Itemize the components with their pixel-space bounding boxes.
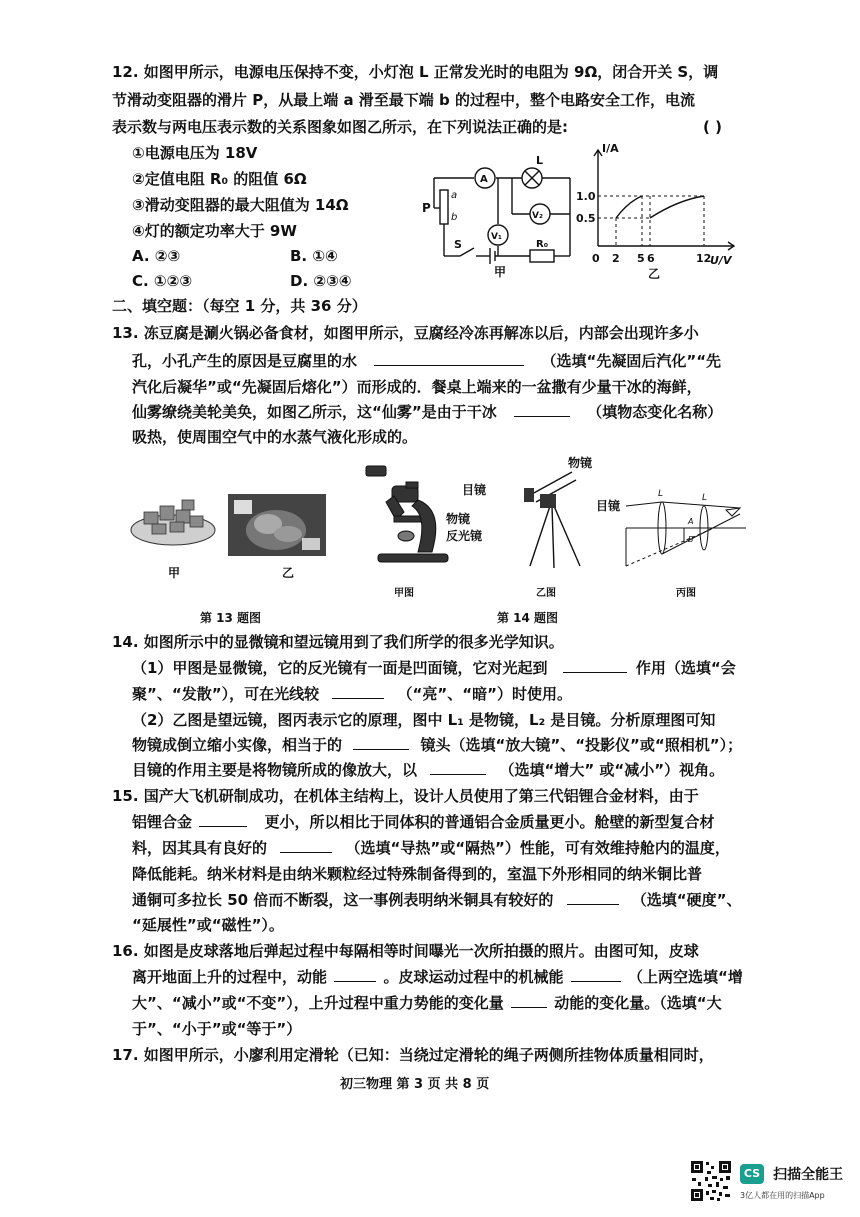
graph-tick-5: 5 [637,252,645,265]
frozen-tofu-photo [130,490,216,550]
q12-choice-b: B. ①④ [290,247,338,265]
fig14-caption-jia: 甲图 [394,588,414,599]
telescope-eyepiece-label: 目镜 [596,499,621,513]
q13-blank-1[interactable] [374,351,524,366]
q12-option-3: ③滑动变阻器的最大阻值为 14Ω [132,196,349,214]
lamp-label: L [536,154,544,167]
circuit-diagram [412,150,584,280]
q14-line5-text-a: 物镜成倒立缩小实像，相当于的 [132,736,343,754]
microscope-objective-label: 物镜 [446,512,471,526]
q14-line3-text-a: 聚”、“发散”），可在光线较 [132,685,320,703]
svg-text:B: B [688,535,694,544]
q15-blank-2[interactable] [280,838,332,853]
q13-line1: 13. 冻豆腐是涮火锅必备食材，如图甲所示，豆腐经冷冻再解冻以后，内部会出现许多小 [112,324,699,342]
q16-line3 [132,993,722,1013]
fig13-caption-yi: 乙 [282,566,295,580]
page-footer: 初三物理 第 3 页 共 8 页 [340,1077,490,1092]
section-2-heading: 二、填空题：（每空 1 分，共 36 分） [112,297,367,315]
q14-line6-text-a: 目镜的作用主要是将物镜所成的像放大，以 [132,761,418,779]
q12-choice-d: D. ②③④ [290,272,352,290]
ammeter-label: A [480,174,488,185]
graph-tick-1-0: 1.0 [576,190,596,203]
q14-line2-text-b: 作用（选填“会 [635,659,736,677]
q13-line2-text-b: （选填“先凝固后汽化”“先 [541,352,722,370]
q14-blank-2[interactable] [332,684,384,699]
graph-tick-6: 6 [647,252,655,265]
q16-line2 [132,967,743,987]
graph-tick-0: 0 [592,252,600,265]
q12-option-2: ②定值电阻 R₀ 的阻值 6Ω [132,170,307,188]
q15-line2-text-a: 铝锂合金 [132,813,193,831]
q12-line3: 表示数与两电压表示数的关系图象如图乙所示，在下列说法正确的是: [112,118,569,136]
q14-line1: 14. 如图所示中的显微镜和望远镜用到了我们所学的很多光学知识。 [112,633,564,651]
graph-caption: 乙 [648,267,661,281]
q15-line2 [132,812,715,832]
q15-line3-text-b: （选填“导热”或“隔热”）性能，可有效维持舱内的温度， [345,839,730,857]
qr-code-icon [690,1160,732,1202]
q15-line4: 降低能耗。纳米材料是由纳米颗粒经过特殊制备得到的，室温下外形相同的纳米铜比普 [132,865,703,883]
voltmeter2-label: V₂ [532,211,543,221]
switch-label: S [454,238,462,251]
dry-ice-seafood-photo [228,494,326,556]
fig13-caption-jia: 甲 [168,566,181,580]
telescope-figure [510,454,602,574]
q14-blank-3[interactable] [353,735,409,750]
svg-text:L: L [702,493,708,503]
q14-blank-4[interactable] [430,760,486,775]
q16-blank-2[interactable] [571,967,621,982]
q14-line6-text-b: （选填“增大” 或“减小”）视角。 [499,761,725,779]
q15-line5 [132,890,742,910]
graph-tick-12: 12 [696,252,712,265]
q16-line1: 16. 如图是皮球落地后弹起过程中每隔相等时间曝光一次所拍摄的照片。由图可知，皮球 [112,942,699,960]
telescope-principle-diagram [622,480,750,570]
q12-choice-c: C. ①②③ [132,272,193,290]
q13-blank-2[interactable] [514,402,570,417]
q12-line1: 12. 如图甲所示，电源电压保持不变，小灯泡 L 正常发光时的电阻为 9Ω，闭合开关 S，调 [112,63,719,81]
q14-line6 [132,760,724,780]
q14-line2 [132,658,736,678]
q16-line2-text-b: 。皮球运动过程中的机械能 [383,968,564,986]
q17-line1: 17. 如图甲所示，小廖利用定滑轮（已知：当绕过定滑轮的绳子两侧所挂物体质量相同时， [112,1046,714,1064]
q12-option-4: ④灯的额定功率大于 9W [132,222,297,240]
q15-line5-text-a: 通铜可多拉长 50 倍而不断裂，这一事例表明纳米铜具有较好的 [132,891,554,909]
q13-line3: 汽化后凝华”或“先凝固后熔化”）而形成的．餐桌上端来的一盆撒有少量干冰的海鲜， [132,378,702,396]
fig14-caption: 第 14 题图 [497,611,559,625]
q15-line1: 15. 国产大飞机研制成功，在机体主结构上，设计人员使用了第三代铝锂合金材料，由于 [112,787,699,805]
graph-tick-2: 2 [612,252,620,265]
q16-blank-3[interactable] [511,993,547,1008]
q13-line4 [132,402,722,422]
q13-line4-text-a: 仙雾缭绕美轮美奂，如图乙所示，这“仙雾”是由于干冰 [132,403,497,421]
q12-answer-paren: ( ) [703,118,722,136]
scanner-logo: CS [740,1164,764,1184]
graph-tick-0-5: 0.5 [576,212,596,225]
fig14-caption-bing: 丙图 [676,588,696,599]
q16-line3-text-a: 大”、“减小”或“不变”），上升过程中重力势能的变化量 [132,994,504,1012]
q14-line2-text-a: （1）甲图是显微镜，它的反光镜有一面是凹面镜，它对光起到 [132,659,548,677]
graph-xlabel: U/V [710,254,732,267]
graph-ylabel: I/A [602,142,619,155]
q15-line6: “延展性”或“磁性”）。 [132,916,284,934]
q14-line4: （2）乙图是望远镜，图丙表示它的原理，图中 L₁ 是物镜，L₂ 是目镜。分析原理图可知 [132,711,716,729]
q16-line2-text-c: （上两空选填“增 [627,968,743,986]
svg-text:L: L [658,489,664,499]
q12-line2: 节滑动变阻器的滑片 P，从最上端 a 滑至最下端 b 的过程中，整个电路安全工作，电流 [112,91,695,109]
svg-text:A: A [688,517,694,526]
r0-label: R₀ [536,239,549,250]
q12-choice-a: A. ②③ [132,247,181,265]
q16-line2-text-a: 离开地面上升的过程中，动能 [132,968,328,986]
microscope-eyepiece-label: 目镜 [462,483,487,497]
q15-blank-3[interactable] [567,890,619,905]
q13-line2 [132,351,721,371]
fig14-caption-yi: 乙图 [536,588,556,599]
q12-option-1: ①电源电压为 18V [132,144,258,162]
q15-line5-text-b: （选填“硬度”、 [631,891,742,909]
q14-line3-text-b: （“亮”、“暗”）时使用。 [397,685,572,703]
rheostat-b-label: b [451,212,458,223]
q15-line3 [132,838,730,858]
q14-line3 [132,684,572,704]
slider-p-label: P [422,201,431,215]
q14-line5-text-b: 镜头（选填“放大镜”、“投影仪”或“照相机”）； [420,736,743,754]
q16-line3-text-b: 动能的变化量。（选填“大 [554,994,722,1012]
rheostat-a-label: a [451,190,458,201]
scanner-tagline: 3亿人都在用的扫描App [740,1191,825,1200]
q16-blank-1[interactable] [334,967,376,982]
telescope-objective-label: 物镜 [568,456,593,470]
q13-line4-text-b: （填物态变化名称） [587,403,723,421]
fig13-caption: 第 13 题图 [200,611,262,625]
scanner-brand-name: 扫描全能王 [773,1166,844,1183]
q13-line5: 吸热，使周围空气中的水蒸气液化形成的。 [132,428,418,446]
q16-line4: 于”、“小于”或“等于”） [132,1020,302,1038]
q15-line3-text-a: 料，因其具有良好的 [132,839,268,857]
microscope-mirror-label: 反光镜 [446,529,483,543]
q14-line5 [132,735,742,755]
circuit-caption: 甲 [494,265,507,279]
scanner-brand [740,1163,843,1184]
q13-line2-text-a: 孔，小孔产生的原因是豆腐里的水 [132,352,358,370]
q15-blank-1[interactable] [199,812,247,827]
q14-blank-1[interactable] [563,658,627,673]
iu-graph [576,140,748,281]
voltmeter1-label: V₁ [491,232,502,242]
q15-line2-text-b: 更小，所以相比于同体积的普通铝合金质量更小。舱壁的新型复合材 [264,813,715,831]
